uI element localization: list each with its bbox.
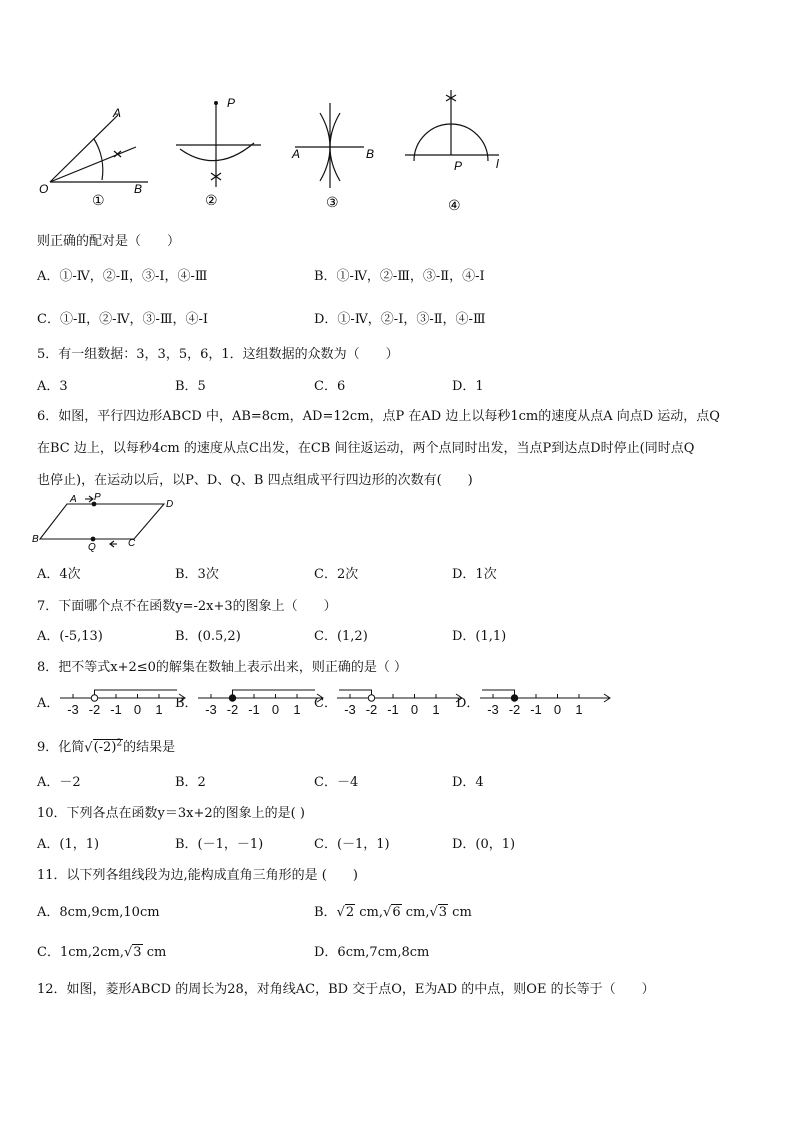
q9-stem: [37, 736, 175, 755]
tick-label: 1: [293, 702, 301, 717]
solution-ray: [233, 690, 316, 698]
q6-option-c[interactable]: C．2次: [314, 567, 359, 582]
fig3-label-b: B: [366, 147, 375, 161]
q6-option-b[interactable]: B．3次: [175, 567, 219, 582]
q9-option-b[interactable]: B．2: [175, 775, 206, 790]
q8-option-a-label[interactable]: A．: [37, 696, 60, 711]
tick-label: -2: [508, 702, 521, 717]
q6-label-b: B: [32, 534, 39, 545]
q11-option-a[interactable]: A．8cm,9cm,10cm: [37, 905, 160, 920]
figure-4-perpendicular-through-point: [405, 90, 499, 161]
q8-stem: 8．把不等式x+2≤0的解集在数轴上表示出来，则正确的是（ ）: [37, 660, 408, 675]
q7-option-c[interactable]: C．(1,2): [314, 629, 368, 644]
q11-b-sqrt-3: √3: [429, 905, 448, 920]
tick-label: 0: [410, 702, 419, 717]
q10-option-a[interactable]: A．(1，1): [37, 837, 100, 852]
figure-3-bisector: [295, 103, 364, 188]
solution-ray: [339, 690, 372, 698]
q6-line-1: 6．如图，平行四边形ABCD 中，AB=8cm，AD=12cm，点P 在AD 边上以每秒1cm的速度从点A 向点D 运动，点Q: [37, 409, 720, 424]
tick-label: 0: [271, 702, 280, 717]
q4-option-d[interactable]: D．①-Ⅳ，②-Ⅰ，③-Ⅱ，④-Ⅲ: [314, 312, 486, 327]
fig3-label-a: A: [292, 147, 301, 161]
q6-point-q: [91, 537, 96, 542]
q8-option-c-label[interactable]: C．: [314, 696, 337, 711]
q6-parallelogram-figure: [32, 492, 182, 554]
q6-label-d: D: [166, 499, 174, 510]
q11-b-sqrt-2: √6: [383, 905, 401, 920]
fig4-label-l: l: [496, 157, 499, 171]
q5-option-c[interactable]: C．6: [314, 379, 346, 394]
q8-option-d-label[interactable]: D．: [456, 696, 480, 711]
q9-exponent: 2: [116, 738, 123, 749]
tick-label: 1: [575, 702, 583, 717]
tick-label: -3: [487, 702, 499, 717]
q11-option-c[interactable]: [37, 941, 166, 960]
q10-option-d[interactable]: D．(0，1): [452, 837, 516, 852]
q11-b-unit-1: cm,: [355, 905, 384, 920]
fig1-label-a: A: [113, 106, 122, 120]
q11-c-unit: cm: [142, 945, 167, 960]
q10-option-c[interactable]: C．(－1，1): [314, 837, 390, 852]
fig1-label-b: B: [134, 182, 143, 196]
q4-option-a[interactable]: A．①-Ⅳ，②-Ⅱ，③-Ⅰ，④-Ⅲ: [37, 269, 208, 284]
q6-line-3: 也停止)，在运动以后，以P、D、Q、B 四点组成平行四边形的次数有( ): [37, 473, 473, 488]
fig2-label-p: P: [227, 96, 236, 110]
closed-dot: [229, 695, 235, 701]
q9-sqrt-expression: [84, 739, 123, 755]
closed-dot: [511, 695, 517, 701]
radical-sign-icon: √: [84, 740, 93, 755]
q4-option-c[interactable]: C．①-Ⅱ，②-Ⅳ，③-Ⅲ，④-Ⅰ: [37, 312, 209, 327]
q11-c-sqrt: √3: [123, 945, 142, 960]
tick-label: -2: [88, 702, 101, 717]
q6-option-d[interactable]: D．1次: [452, 567, 497, 582]
q11-stem: 11．以下列各组线段为边,能构成直角三角形的是 ( ): [37, 868, 358, 883]
fig2-point-p: [214, 101, 218, 105]
tick-label: -1: [530, 702, 542, 717]
tick-label: 0: [133, 702, 142, 717]
q9-radicand: (-2): [93, 740, 117, 755]
tick-label: -1: [387, 702, 399, 717]
q11-option-b-label: B．: [314, 905, 337, 920]
q10-stem: 10．下列各点在函数y＝3x+2的图象上的是( ): [37, 806, 305, 821]
q7-option-b[interactable]: B．(0.5,2): [175, 629, 241, 644]
q11-option-d[interactable]: D．6cm,7cm,8cm: [314, 945, 430, 960]
figure-1-angle-bisector: [50, 115, 148, 182]
q11-option-b[interactable]: [314, 901, 472, 920]
q7-option-a[interactable]: A．(-5,13): [37, 629, 103, 644]
tick-label: 1: [432, 702, 440, 717]
q6-line-2: 在BC 边上，以每秒4cm 的速度从点C出发，在CB 间往返运动，两个点同时出发，当点P到达点D时停止(同时点Q: [37, 441, 695, 456]
q4-stem: 则正确的配对是（ ）: [37, 234, 181, 249]
tick-label: -3: [205, 702, 217, 717]
q11-b-unit-2: cm,: [401, 905, 430, 920]
open-dot: [368, 695, 374, 701]
q11-option-c-label: C．1cm,2cm,: [37, 945, 124, 960]
q6-label-q: Q: [88, 542, 96, 553]
solution-ray: [482, 690, 515, 698]
fig1-label-o: O: [39, 182, 49, 196]
q5-stem: 5．有一组数据：3，3，5，6，1．这组数据的众数为（ ）: [37, 347, 399, 362]
fig4-number: ④: [448, 197, 461, 213]
tick-label: 0: [553, 702, 562, 717]
q10-option-b[interactable]: B．(－1，－1): [175, 837, 264, 852]
q5-option-d[interactable]: D．1: [452, 379, 484, 394]
tick-label: -1: [110, 702, 122, 717]
q6-label-a: A: [70, 494, 77, 505]
q5-option-b[interactable]: B．5: [175, 379, 206, 394]
q11-b-unit-3: cm: [448, 905, 472, 920]
q6-label-c: C: [128, 538, 136, 549]
q5-option-a[interactable]: A．3: [37, 379, 68, 394]
q6-option-a[interactable]: A．4次: [37, 567, 81, 582]
fig4-label-p: P: [454, 159, 463, 173]
q9-option-a[interactable]: A．－2: [37, 775, 81, 790]
fig3-number: ③: [326, 194, 339, 210]
q11-b-sqrt-1: √2: [336, 905, 355, 920]
q6-label-p: P: [94, 492, 101, 503]
q9-stem-post: 的结果是: [123, 740, 176, 755]
tick-label: -2: [226, 702, 239, 717]
q9-option-d[interactable]: D．4: [452, 775, 484, 790]
q7-stem: 7．下面哪个点不在函数y=-2x+3的图象上（ ）: [37, 599, 337, 614]
q9-option-c[interactable]: C．－4: [314, 775, 359, 790]
q4-option-b[interactable]: B．①-Ⅳ，②-Ⅲ，③-Ⅱ，④-Ⅰ: [314, 269, 485, 284]
tick-label: -1: [248, 702, 260, 717]
q8-option-b-label[interactable]: B．: [175, 696, 198, 711]
fig2-number: ②: [205, 192, 218, 208]
open-dot: [91, 695, 97, 701]
tick-label: 1: [155, 702, 163, 717]
q12-stem: 12．如图，菱形ABCD 的周长为28，对角线AC，BD 交于点O，E为AD 的中点，则OE 的长等于（ ）: [37, 982, 655, 997]
q9-stem-pre: 9．化简: [37, 740, 85, 755]
figure-2-perpendicular: [176, 103, 261, 187]
fig1-number: ①: [92, 192, 105, 208]
q8-number-lines: [55, 682, 615, 720]
tick-label: -2: [365, 702, 378, 717]
q7-option-d[interactable]: D．(1,1): [452, 629, 507, 644]
tick-label: -3: [344, 702, 356, 717]
construction-figures: [30, 85, 520, 220]
solution-ray: [95, 690, 178, 698]
tick-label: -3: [67, 702, 79, 717]
